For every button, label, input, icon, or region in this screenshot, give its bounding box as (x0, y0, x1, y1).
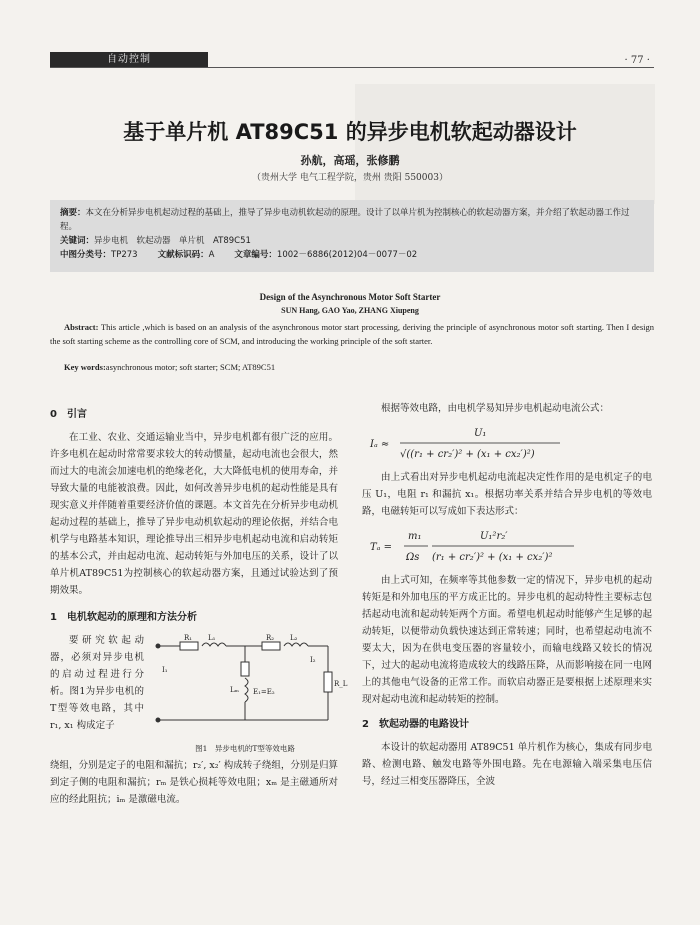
equation-2 (370, 526, 652, 566)
t-equivalent-circuit (150, 632, 348, 732)
english-keywords-label: Key words: (64, 362, 106, 372)
abstract-text: 本文在分析异步电机起动过程的基础上，推导了异步电动机软起动的原理。设计了以单片机为控制核心的软起动器方案，并介绍了软起动器工作过程。 (60, 208, 630, 232)
figure-1 (150, 632, 348, 757)
affiliation: （贵州大学 电气工程学院，贵州 贵阳 550003） (252, 173, 448, 183)
right-paragraph-1: 根据等效电路，由电机学易知异步电机起动电流公式： (381, 403, 610, 414)
eq1-denominator: √((r₁ + cr₂′)² + (x₁ + cx₂′)²) (400, 449, 535, 460)
keywords-text: 异步电机 软起动器 单片机 AT89C51 (94, 236, 251, 246)
doc-value: A (208, 250, 215, 260)
eq2-f2-denominator: (r₁ + cr₂′)² + (x₁ + cx₂′)² (432, 552, 553, 563)
eq2-lhs: Tₐ = (370, 542, 392, 553)
label-lm: Lₘ (230, 686, 239, 694)
eq1-numerator: U₁ (474, 428, 487, 439)
figure-wrap (50, 632, 348, 757)
section-tag: 自动控制 (50, 52, 208, 67)
paper-title: 基于单片机 AT89C51 的异步电机软起动器设计 (123, 120, 577, 144)
english-keywords-text: asynchronous motor; soft starter; SCM; AT89C51 (105, 362, 276, 372)
right-column (362, 400, 652, 790)
label-e: E₁=E₂ (253, 688, 275, 696)
left-column (50, 400, 348, 808)
section-1-paragraph: 绕组，分别是定子的电阻和漏抗；r₂′, x₂′ 构成转子绕组，分别是归算到定子侧的电阻和漏抗；rₘ 是铁心损耗等效电阻；xₘ 是主磁通所对应的经此阻抗；iₘ 是激磁电流。 (50, 760, 338, 805)
equation-2-svg (370, 526, 640, 566)
english-title: Design of the Asynchronous Motor Soft Starter (259, 292, 441, 302)
section-1-heading: 1 电机软起动的原理和方法分析 (50, 612, 197, 623)
label-r1: R₁ (184, 634, 193, 642)
keywords-cn (60, 234, 644, 248)
english-abstract (50, 320, 654, 348)
eq2-f1-denominator: Ωs (406, 552, 420, 563)
page-number: · 77 · (624, 55, 650, 66)
doc-code (158, 248, 215, 262)
label-r2: R₂ (266, 634, 275, 642)
english-abstract-text: This article ,which is based on an analysis of the asynchronous motor start processing, deriving the principle of asynchronous motor soft starting. Then I design the soft starting scheme as the controlling core of SCM, and introducing the working principle of the soft starter. (50, 322, 654, 346)
equation-1-svg (370, 423, 640, 463)
label-l2: L₂ (290, 634, 298, 642)
author-list: 孙航，高瑶，张修鹏 (300, 154, 400, 167)
section-0-paragraph: 在工业、农业、交通运输业当中，异步电机都有很广泛的应用。许多电机在起动时常常要求较大的转动惯量，起动电流也会很大，然而过大的电流会加速电机的绝缘老化，大大降低电机的使用寿命，并导致大量的电能被浪费。因此，如何改善异步电机的起动性能是具有现实意义并伴随着重要经济价值的课题。本文首先在分析异步电动机起动过程的基础上，推导了异步电动机软起动的理论依据，并结合电机学与电路基本知识，理论推导出三相异步电机起动电流和启动转矩的基本公式，并由起动电流、起动转矩与外加电压的关系，设计了以单片机AT89C51为控制核心的软起动器方案，且通过试验达到了预期效果。 (50, 432, 338, 596)
abstract-label: 摘要： (60, 208, 86, 218)
equation-1 (370, 423, 652, 463)
class-label: 中图分类号： (60, 250, 112, 260)
keywords-label: 关键词： (60, 236, 95, 246)
class-number (60, 248, 138, 262)
label-l1: L₁ (208, 634, 216, 642)
eq1-lhs: Iₐ ≈ (370, 439, 390, 450)
english-abstract-label: Abstract: (64, 322, 99, 332)
right-paragraph-3: 由上式可知，在频率等其他参数一定的情况下，异步电机的起动转矩是和外加电压的平方成正比的。异步电机的起动特性主要标志包括起动电流和起动转矩两个方面。希望电机起动时能够产生足够的起动转矩，以便带动负载快速达到正常转速；同时，也希望起动电流不要太大，因为在供电变压器的容量较小，而输电线路又较长的情况下，过大的起动电流将造成较大的线路压降，从而影响接在同一电网上的其他电气设备的正常工作。而软启动器正是要根据上述原理来实现对起动电流和起动转矩的控制。 (362, 575, 652, 705)
article-id (234, 248, 417, 262)
id-value: 1002－6886(2012)04－0077－02 (276, 250, 418, 260)
right-paragraph-2: 由上式看出对异步电机起动电流起决定性作用的是电机定子的电压 U₁，电阻 r₁ 和漏抗 x₁。根据功率关系并结合异步电机的等效电路，电磁转矩可以写成如下表达形式： (362, 472, 652, 517)
header-rule (50, 67, 654, 68)
figure-1-caption: 图1 异步电机的T型等效电路 (195, 744, 295, 753)
classification-row (60, 248, 644, 262)
section-1-side-text: 要研究软起动器，必须对异步电机的启动过程进行分析。图1为异步电机的T型等效电路，其中 r₁, x₁ 构成定子 (50, 635, 144, 731)
chinese-abstract-box (50, 200, 654, 272)
section-2-heading: 2 软起动器的电路设计 (362, 719, 469, 730)
class-value: TP273 (111, 250, 138, 260)
english-authors: SUN Hang, GAO Yao, ZHANG Xiupeng (281, 306, 419, 315)
eq2-f2-numerator: U₁²r₂′ (480, 531, 508, 542)
eq2-f1-numerator: m₁ (408, 531, 422, 542)
label-i2: I₂ (310, 656, 316, 664)
label-rl: R_L (334, 680, 348, 688)
id-label: 文章编号： (234, 250, 277, 260)
right-paragraph-4: 本设计的软起动器用 AT89C51 单片机作为核心，集成有同步电路、检测电路、触发电路等外围电路。先在电源输入端采集电压信号，经过三相变压器降压，全波 (362, 742, 652, 787)
english-keywords (50, 362, 654, 372)
label-i1: I₁ (162, 666, 168, 674)
section-0-heading: 0 引言 (50, 409, 87, 420)
abstract-cn (60, 206, 644, 234)
doc-label: 文献标识码： (157, 250, 209, 260)
